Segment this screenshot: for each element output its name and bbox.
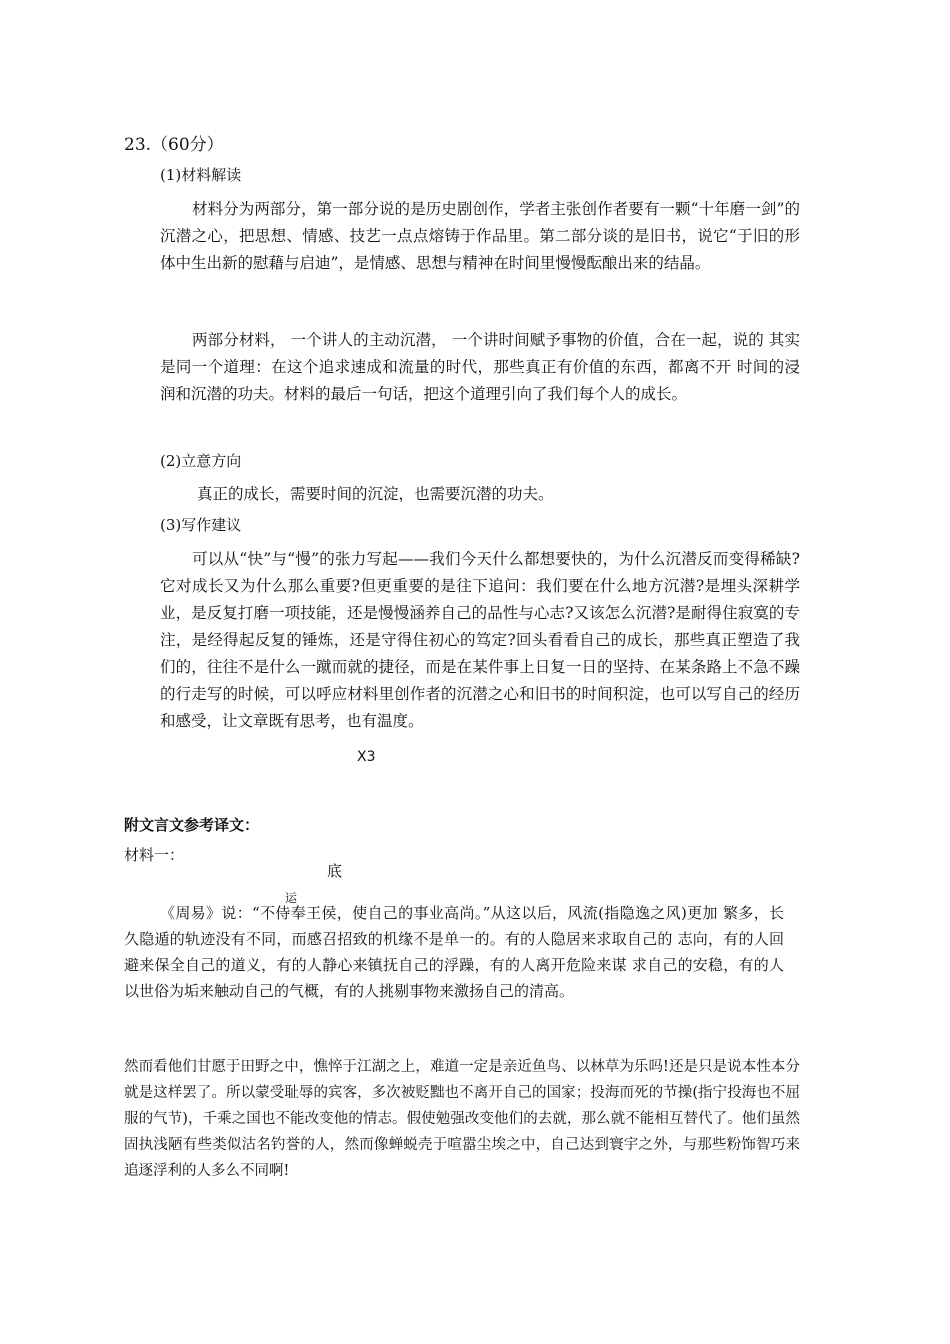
theme-paragraph: 真正的成长，需要时间的沉淀，也需要沉潜的功夫。: [197, 485, 554, 503]
question-number: 23.（60分）: [124, 135, 224, 155]
writing-advice-paragraph: 可以从“快”与“慢”的张力写起——我们今天什么都想要快的，为什么沉潜反而变得稀缺?它对成长又为什么那么重要?但更重要的是往下追问：我们要在什么地方沉潜?是埋头深耕学业，是反复打磨一项技能，还是慢慢涵养自己的品性与心志?又该怎么沉潜?是耐得住寂寞的专注，是经得起反复的锤炼，还是守得住初心的笃定?回头看看自己的成长，那些真正塑造了我们的，往往不是什么一蹴而就的捷径，而是在某件事上日复一日的坚持、在某条路上不急不躁的行走写的时候，可以呼应材料里创作者的沉潜之心和旧书的时间积淀，也可以写自己的经历和感受，让文章既有思考，也有温度。: [160, 550, 800, 730]
translation-paragraph-2: 然而看他们甘愿于田野之中，憔悴于江湖之上，难道一定是亲近鱼鸟、以林草为乐吗!还是只是说本性本分就是这样罢了。所以蒙受耻辱的宾客，多次被贬黜也不离开自己的国家；投海而死的节操(指宁投海也不屈服的气节)，千乘之国也不能改变他的情志。假使勉强改变他们的去就，那么就不能相互替代了。他们虽然固执浅陋有些类似沽名钓誉的人，然而像蝉蜕壳于喧嚣尘埃之中，自己达到寰宇之外，与那些粉饰智巧来追逐浮利的人多么不同啊!: [124, 1059, 800, 1179]
appendix-title: 附文言文参考译文：: [124, 816, 260, 834]
stray-character: 底: [327, 862, 343, 880]
section-heading-theme: (2)立意方向: [160, 452, 242, 470]
material-label: 材料一：: [124, 846, 185, 864]
interpretation-paragraph-1: 材料分为两部分，第一部分说的是历史剧创作，学者主张创作者要有一颗“十年磨一剑”的沉潜之心，把思想、情感、技艺一点点熔铸于作品里。第二部分谈的是旧书，说它“于旧的形体中生出新的慰藉与启迪”，是情感、思想与精神在时间里慢慢酝酿出来的结晶。: [160, 200, 800, 272]
stray-character-small: 运: [285, 891, 298, 905]
interpretation-paragraph-2: 两部分材料， 一个讲人的主动沉潜， 一个讲时间赋予事物的价值，合在一起，说的 其实是同一个道理：在这个追求速成和流量的时代，那些真正有价值的东西，都离不开 时间的浸润和沉潜的功夫。材料的最后一句话，把这个道理引向了我们每个人的成长。: [160, 331, 800, 403]
section-heading-interpretation: (1)材料解读: [160, 166, 242, 184]
translation-paragraph-1: 《周易》说：“不侍奉王侯，使自己的事业高尚。”从这以后，风流(指隐逸之风)更加 繁多，长久隐遁的轨迹没有不同，而感召招致的机缘不是单一的。有的人隐居来求取自己的 志向，有的人回避来保全自己的道义，有的人静心来镇抚自己的浮躁，有的人离开危险来谋 求自己的安稳，有的人以世俗为垢来触动自己的气概，有的人挑剔事物来激扬自己的清高。: [124, 904, 784, 1000]
section-heading-writing-advice: (3)写作建议: [160, 516, 242, 534]
page-marker: X3: [357, 749, 376, 765]
